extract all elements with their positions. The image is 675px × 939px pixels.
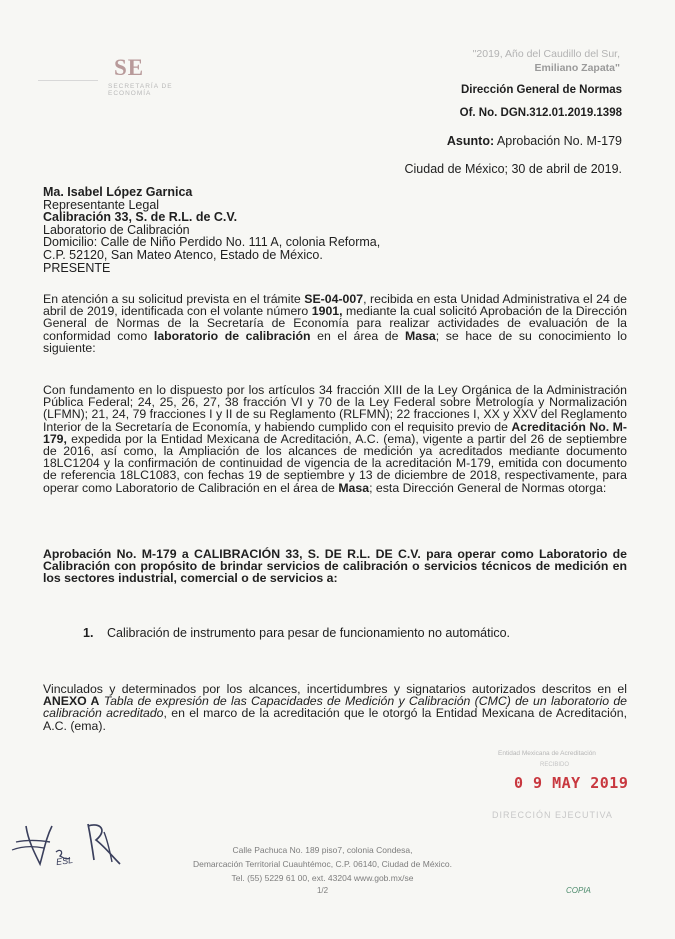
reference-number: Of. No. DGN.312.01.2019.1398 bbox=[459, 107, 622, 119]
annex-label: ANEXO A bbox=[43, 694, 100, 709]
copy-mark: COPIA bbox=[566, 886, 591, 895]
addressee-role: Representante Legal bbox=[43, 197, 160, 212]
volante-number: 1901, bbox=[311, 304, 343, 319]
stamp-text-2: RECIBIDO bbox=[540, 762, 570, 768]
annex-title: Tabla de expresión de las Capacidades de Medición y Calibración (CMC) de un laboratorio de calibración acreditado bbox=[43, 694, 627, 721]
service-list-item bbox=[83, 627, 603, 641]
footer-phone: Tel. (55) 5229 61 00, ext. 43204 www.gob.mx/se bbox=[231, 873, 414, 883]
accreditation-number: Acreditación No. M-179, bbox=[43, 419, 627, 446]
addressee-name: Ma. Isabel López Garnica bbox=[43, 185, 193, 199]
paragraph-annex bbox=[43, 683, 627, 732]
office-name: Dirección General de Normas bbox=[460, 84, 622, 96]
se-logo: SE bbox=[114, 55, 145, 80]
footer bbox=[150, 843, 495, 897]
stamp-text-1: Entidad Mexicana de Acreditación bbox=[498, 750, 596, 757]
p1-text-c: , recibida en esta Unidad Administrativa el 24 de abril de 2019, identificada con el volante número bbox=[43, 292, 628, 319]
logo-subtext: SECRETARÍA DE ECONOMÍA bbox=[108, 83, 173, 97]
addressee-type: Laboratorio de Calibración bbox=[43, 222, 190, 237]
addressee-address-1: Domicilio: Calle de Niño Perdido No. 111 A, colonia Reforma, bbox=[43, 235, 381, 250]
initials-label: ESL bbox=[55, 854, 74, 868]
paragraph-request bbox=[43, 293, 627, 354]
motto bbox=[320, 47, 620, 75]
item-number: 1. bbox=[83, 626, 94, 640]
p4-text-a: Vinculados y determinados por los alcances, incertidumbres y signatarios autorizados descritos en el bbox=[43, 682, 627, 696]
footer-address: Calle Pachuca No. 189 piso7, colonia Condesa, bbox=[232, 845, 413, 855]
item-text: Calibración de instrumento para pesar de funcionamiento no automático. bbox=[107, 626, 511, 640]
letterhead-logo-block bbox=[18, 50, 188, 100]
area-masa: Masa bbox=[405, 328, 436, 343]
place-date: Ciudad de México; 30 de abril de 2019. bbox=[404, 162, 622, 176]
procedure-code: SE-04-007 bbox=[304, 292, 364, 306]
addressee-address-2: C.P. 52120, San Mateo Atenco, Estado de México. bbox=[43, 247, 323, 262]
received-stamp bbox=[470, 740, 650, 840]
motto-line-2: Emiliano Zapata" bbox=[534, 62, 620, 74]
stamp-date: 0 9 MAY 2019 bbox=[514, 774, 629, 792]
subject-line bbox=[447, 134, 622, 148]
p1-text-g: en el área de bbox=[310, 328, 405, 343]
p2-text-e: ; esta Dirección General de Normas otorga: bbox=[369, 480, 607, 495]
subject-value: Aprobación No. M-179 bbox=[496, 134, 622, 148]
footer-city: Demarcación Territorial Cuauhtémoc, C.P. 06140, Ciudad de México. bbox=[192, 859, 453, 869]
stamp-text-3: DIRECCIÓN EJECUTIVA bbox=[492, 810, 613, 820]
motto-line-1: "2019, Año del Caudillo del Sur, bbox=[472, 48, 620, 60]
subject-label: Asunto: bbox=[446, 134, 495, 148]
paragraph-legal-basis bbox=[43, 384, 627, 494]
p2-text-c: expedida por la Entidad Mexicana de Acreditación, A.C. (ema), vigente a partir del 26 de septiembre de 2016, así como, la Ampliación de los alcances de medición ya acreditados mediante documento 18LC1204 y la confirmación de continuidad de vigencia de la acreditación M-179, emitida con documento de referencia 18LC1083, con fechas 19 de septiembre y 13 de diciembre de 2018, respectivamente, para operar como Laboratorio de Calibración en el área de bbox=[43, 431, 627, 495]
p4-text-e: , en el marco de la acreditación que le otorgó la Entidad Mexicana de Acreditación, A.C. (ema). bbox=[43, 706, 627, 733]
addressee-company: Calibración 33, S. de R.L. de C.V. bbox=[43, 210, 238, 225]
p2-text-a: Con fundamento en lo dispuesto por los artículos 34 fracción XIII de la Ley Orgánica de la Administración Pública Federal; 24, 25, 26, 27, 38 fracción VI y 70 de la Ley Federal sobre Metrología y Normalización (LFMN); 21, 24, 79 fracciones I y II de su Reglamento (RLFMN); 22 fracciones I, XX y XXV del Reglamento Interior de la Secretaría de Economía, y habiendo cumplido con el requisito previo de bbox=[43, 383, 627, 434]
page-number: 1/2 bbox=[316, 886, 329, 895]
shield-icon bbox=[38, 58, 98, 81]
presente: PRESENTE bbox=[43, 260, 111, 275]
addressee-block bbox=[43, 186, 463, 274]
p1-text-a: En atención a su solicitud prevista en el trámite bbox=[43, 292, 305, 306]
approval-statement: Aprobación No. M-179 a CALIBRACIÓN 33, S. DE R.L. DE C.V. para operar como Laboratorio de Calibración con propósito de brindar servicios de calibración o servicios técnicos de medición en los sectores industrial, comercial o de servicios a: bbox=[43, 547, 627, 586]
lab-type: laboratorio de calibración bbox=[153, 328, 311, 343]
area-masa-2: Masa bbox=[338, 480, 370, 495]
p1-text-e: mediante la cual solicitó Aprobación de la Dirección General de Normas de la Secretaría de Economía para realizar actividades de evaluación de la conformidad como bbox=[43, 304, 627, 343]
p1-text-i: ; se hace de su conocimiento lo siguiente: bbox=[43, 328, 627, 355]
